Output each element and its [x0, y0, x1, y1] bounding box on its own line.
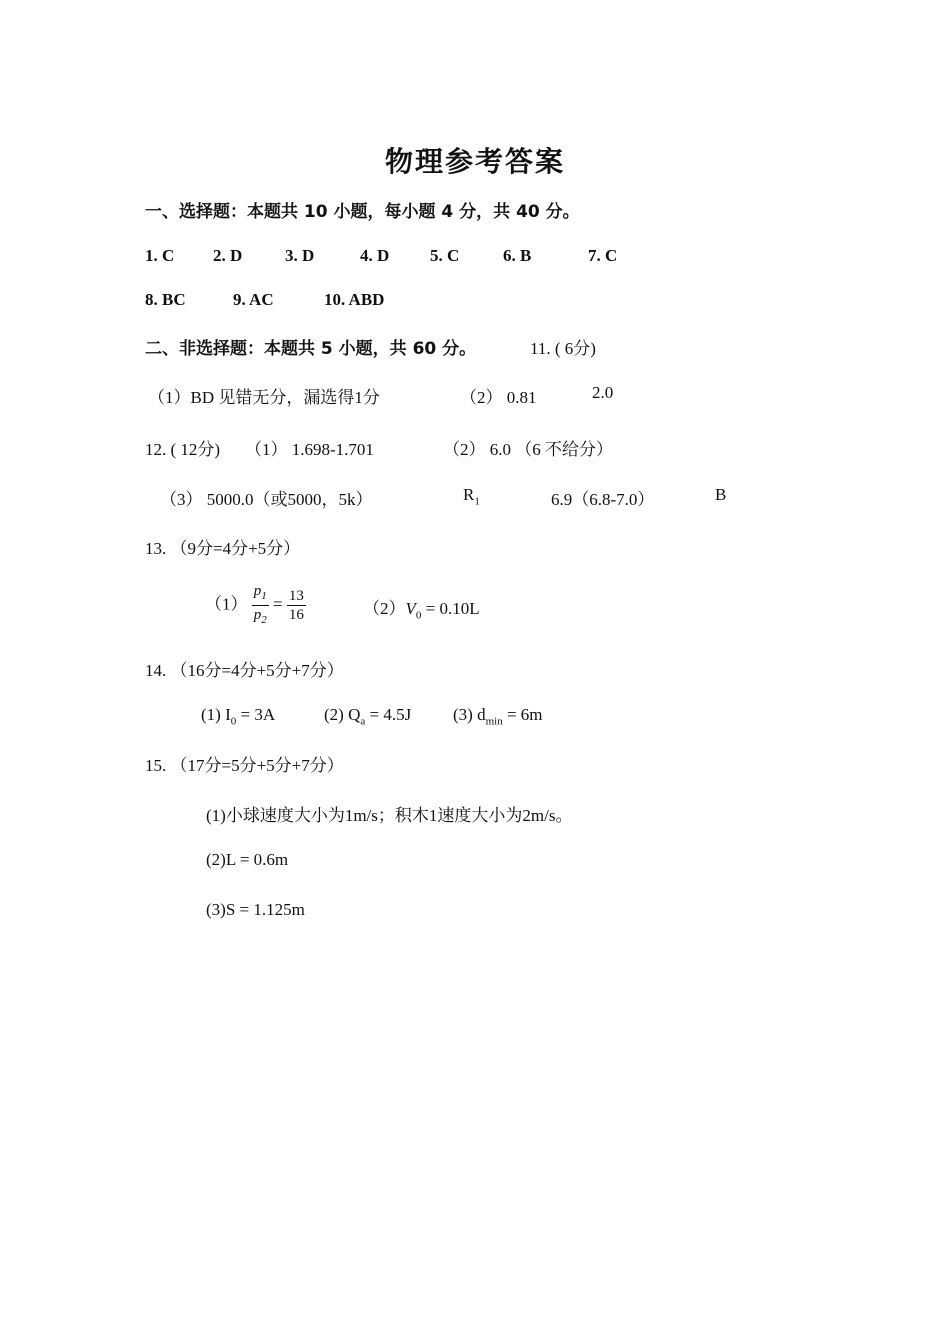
answer-3: 3. D [285, 246, 315, 265]
q15-part3: (3)S = 1.125m [206, 900, 305, 919]
page-title: 物理参考答案 [384, 145, 565, 178]
answer-9: 9. AC [233, 290, 274, 309]
answer-10: 10. ABD [324, 290, 385, 309]
section1-heading: 一、选择题：本题共 10 小题，每小题 4 分，共 40 分。 [145, 202, 580, 222]
answer-8: 8. BC [145, 290, 186, 309]
q12-part4: $R_1$ [463, 485, 480, 508]
q12-part2: （2） 6.0 （6 不给分） [443, 440, 613, 459]
q13-header: 13. （9分=4分+5分） [145, 539, 301, 558]
answer-6: 6. B [503, 246, 532, 265]
answer-7: 7. C [588, 246, 618, 265]
q14-part1: (1) $I_0 = 3A$ [201, 705, 276, 728]
answer-2: 2. D [213, 246, 243, 265]
q13-ratio-fraction: $\frac{p_1}{p_2}$ [253, 583, 267, 626]
section2-heading: 二、非选择题：本题共 5 小题，共 60 分。 [145, 339, 477, 359]
q12-header: 12. ( 12分) [145, 440, 221, 459]
q14-part2: (2) $Q_a = 4.5J$ [324, 705, 412, 728]
q13-value-fraction: $\frac{13}{16}$ [288, 588, 304, 623]
q11-header: 11. ( 6分) [530, 339, 596, 358]
q11-part2: （2） 0.81 [460, 388, 537, 407]
q12-part1: （1） 1.698-1.701 [245, 440, 374, 459]
q11-part1: （1）BD 见错无分，漏选得1分 [148, 388, 380, 407]
q12-part6: B [715, 485, 727, 504]
q13-part1: （1） $\frac{p_1}{p_2}$ = $\frac{13}{16}$ [205, 582, 306, 629]
q11-part3: 2.0 [592, 383, 614, 402]
answer-5: 5. C [430, 246, 460, 265]
answer-4: 4. D [360, 246, 390, 265]
q13-part2: $(2)V_0 = 0.10L$ [363, 599, 480, 622]
q15-header: 15. （17分=5分+5分+7分） [145, 756, 344, 775]
q14-header: 14. （16分=4分+5分+7分） [145, 661, 344, 680]
answer-1: 1. C [145, 246, 175, 265]
q15-part2: (2)L = 0.6m [206, 850, 289, 869]
q15-part1: (1)小球速度大小为1m/s；积木1速度大小为2m/s。 [206, 806, 573, 825]
q12-part5: 6.9（6.8-7.0） [551, 490, 655, 509]
q14-part3: (3) $d_{min} = 6m$ [453, 705, 543, 728]
q12-part3: （3） 5000.0（或5000，5k） [160, 490, 373, 509]
